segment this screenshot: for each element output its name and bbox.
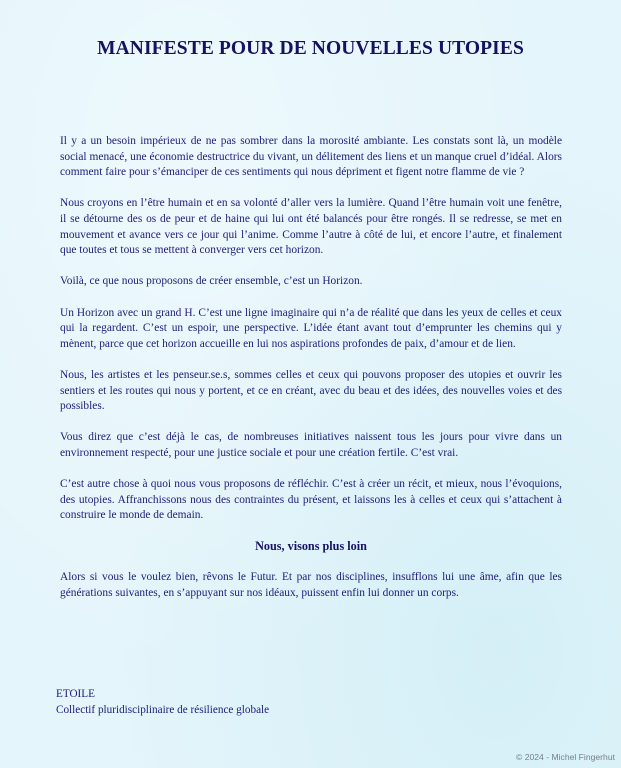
document-title: MANIFESTE POUR DE NOUVELLES UTOPIES <box>97 38 524 59</box>
paragraph-7: C’est autre chose à quoi nous vous proposons de réfléchir. C’est à créer un récit, et mieux, nous l’évoquions, des utopies. Affranchissons nous des contraintes du présent, et laissons les à celles et ceux qui s’attachent à construire le monde de demain. <box>60 478 562 522</box>
copyright-credit: © 2024 - Michel Fingerhut <box>515 752 615 762</box>
paragraph-3: Voilà, ce que nous proposons de créer ensemble, c’est un Horizon. <box>60 275 363 288</box>
paragraph-1: Il y a un besoin impérieux de ne pas sombrer dans la morosité ambiante. Les constats sont là, un modèle social menacé, une économie destructrice du vivant, un délitement des liens et un manque cruel d’idéal. Alors comment faire pour s’émanciper de ces sentiments qui nous dépriment et figent notre flamme de vie ? <box>60 135 562 179</box>
manifesto-body <box>60 134 562 617</box>
paragraph-2: Nous croyons en l’être humain et en sa volonté d’aller vers la lumière. Quand l’être humain voit une fenêtre, il se détourne des os de peur et de haine qui lui ont été balancés pour être rongés. Il se redresse, se met en mouvement et avance vers ce jour qui l’anime. Comme l’autre à côté de lui, et encore l’autre, et finalement que toutes et tous se mettent à converger vers cet horizon. <box>60 197 562 257</box>
signature-block <box>56 687 269 718</box>
closing-paragraph: Alors si vous le voulez bien, rêvons le Futur. Et par nos disciplines, insufflons lui une âme, afin que les générations suivantes, en s’appuyant sur nos idéaux, puissent enfin lui donner un corps. <box>60 571 562 599</box>
paragraph-4: Un Horizon avec un grand H. C’est une ligne imaginaire qui n’a de réalité que dans les yeux de celles et ceux qui la regardent. C’est un espoir, une perspective. L’idée étant avant tout d’emprunter les chemins qui y mènent, parce que cet horizon accueille en lui nos aspirations profondes de paix, d’amour et de lien. <box>60 306 562 350</box>
paragraph-6: Vous direz que c’est déjà le cas, de nombreuses initiatives naissent tous les jours pour vivre dans un environnement respecté, pour une justice sociale et pour une création fertile. C’est vrai. <box>60 431 562 459</box>
signature-description: Collectif pluridisciplinaire de résilience globale <box>56 703 270 716</box>
section-subheading: Nous, visons plus loin <box>255 539 367 554</box>
paragraph-5: Nous, les artistes et les penseur.se.s, sommes celles et ceux qui pouvons proposer des utopies et ouvrir les sentiers et les routes qui nous y portent, et ce en créant, avec du beau et des idées, des nouvelles voies et des possibles. <box>60 368 562 413</box>
signature-name: ETOILE <box>56 688 95 700</box>
